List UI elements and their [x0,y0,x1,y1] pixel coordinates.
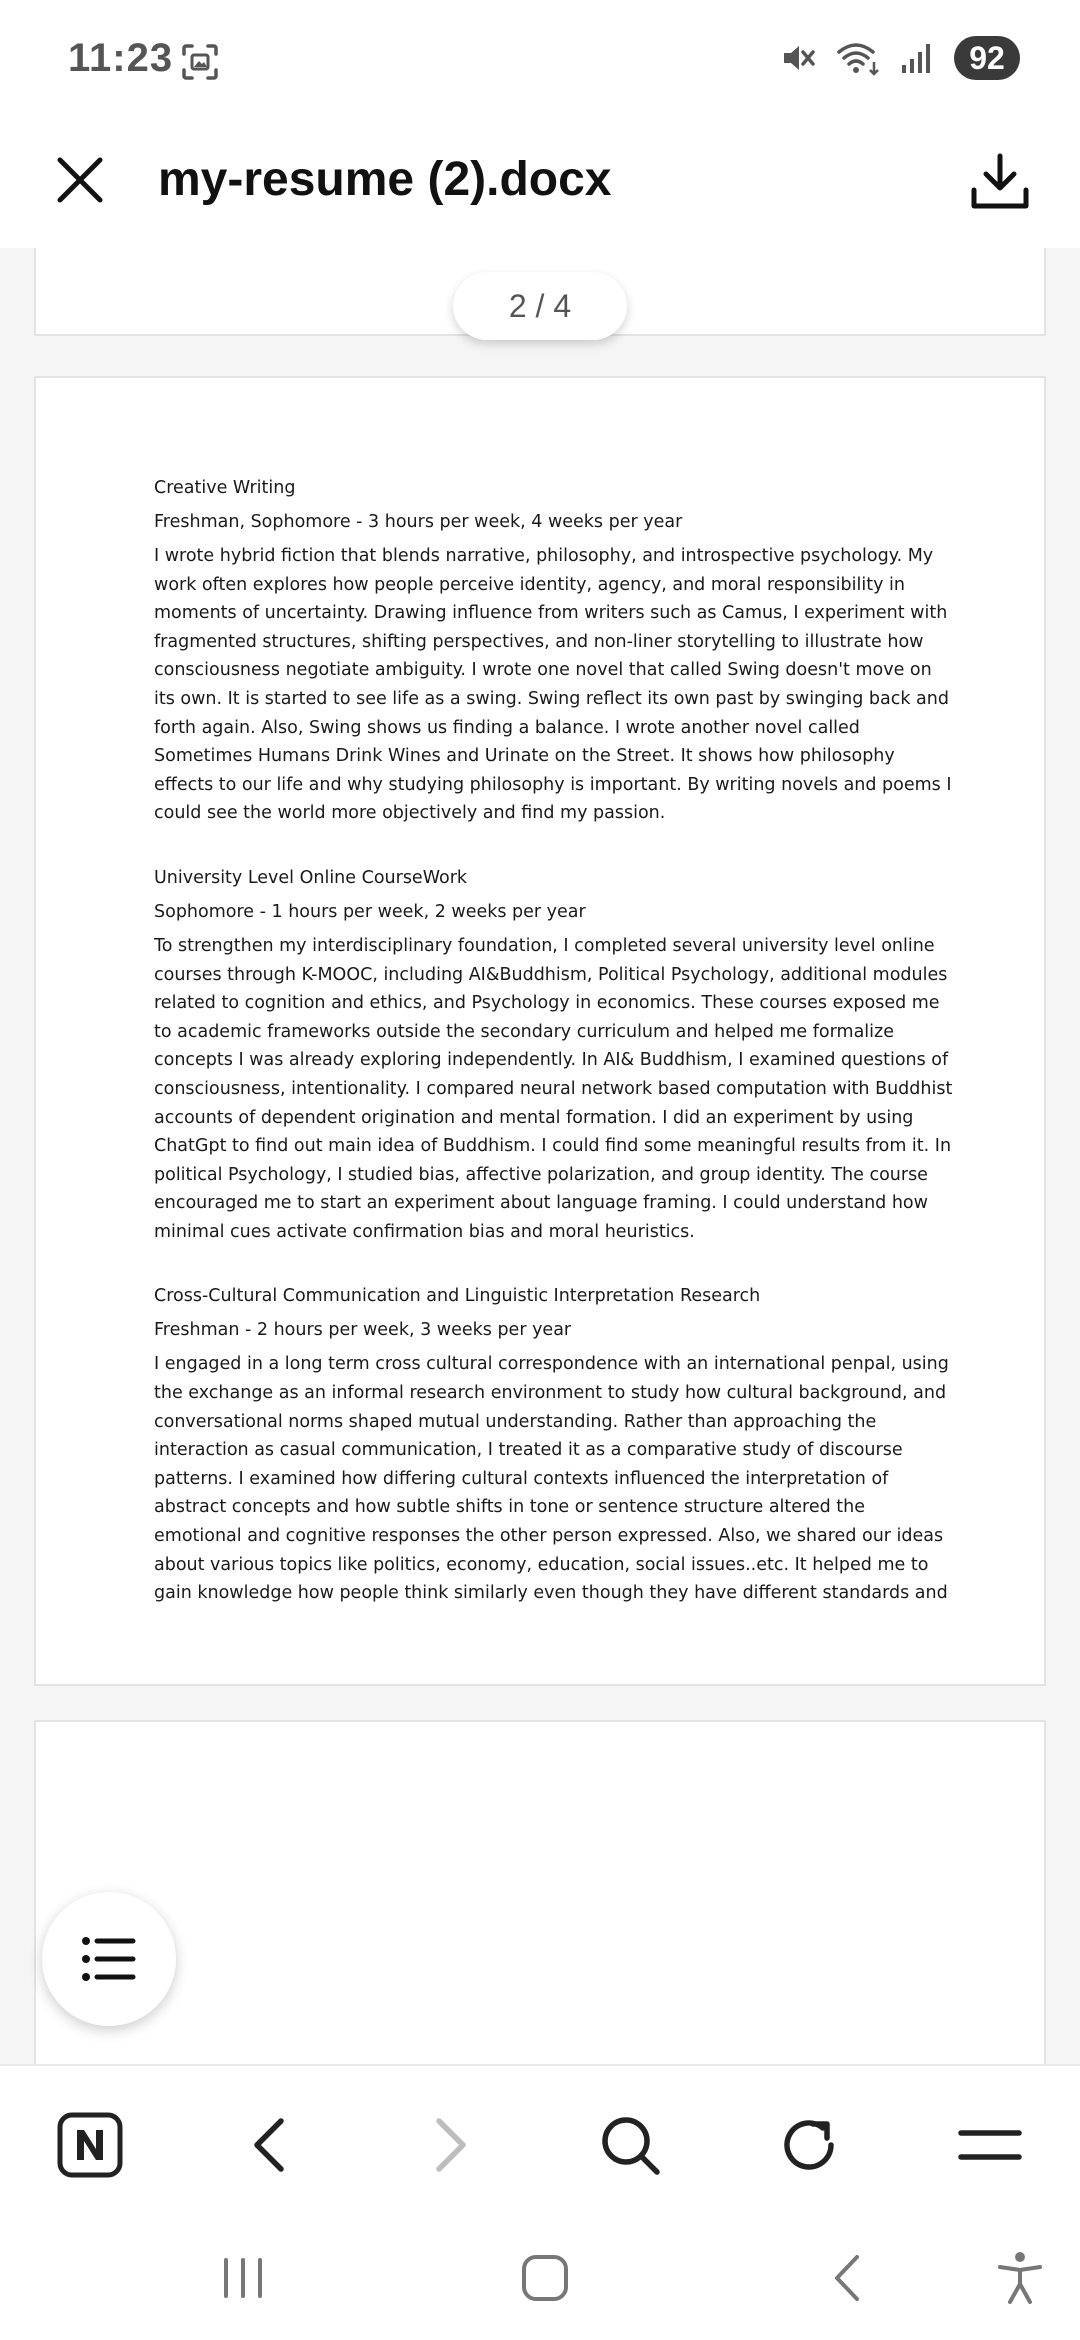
forward-icon [425,2115,475,2175]
section-meta: Freshman, Sophomore - 3 hours per week, 4 weeks per year [154,512,683,532]
section-body: To strengthen my interdisciplinary foundation, I completed several university level online courses through K-MOOC, including AI&Buddhism, Political Psychology, additional modules related to cognition and ethics, and Psychology in economics. These courses exposed me to academic frameworks outside the secondary curriculum and helped me formalize concepts I was already exploring independently. In AI& Buddhism, I examined questions of consciousness, intentionality. I compared neural network based computation with Buddhist accounts of dependent origination and mental formation. I did an experiment by using ChatGpt to find out main idea of Buddhism. I could find some meaningful results from it. In political Psychology, I studied bias, affective polarization, and group identity. The course encouraged me to start an experiment about language framing. I could understand how minimal cues activate confirmation bias and moral heuristics. [154,935,953,1242]
section-body: I wrote hybrid fiction that blends narrative, philosophy, and introspective psychology. My work often explores how people perceive identity, agency, and moral responsibility in moments of uncertainty. Drawing influence from writers such as Camus, I experiment with fragmented structures, shifting perspectives, and non-liner storytelling to illustrate how consciousness negotiate ambiguity. I wrote one novel that called Swing doesn't move on its own. It is started to see life as a swing. Swing reflect its own past by swinging back and forth again. Also, Swing shows us finding a balance. I wrote another novel called Sometimes Humans Drink Wines and Urinate on the Street. It shows how philosophy effects to our life and why studying philosophy is important. By writing novels and poems I could see the world more objectively and find my passion. [154,546,952,824]
refresh-button[interactable] [765,2100,855,2190]
download-button[interactable] [956,138,1044,226]
forward-button[interactable] [405,2100,495,2190]
document-page [34,376,1046,1686]
app-header [0,120,1080,248]
refresh-icon [779,2114,841,2176]
home-button[interactable] [500,2238,590,2318]
section-cross-cultural [154,1282,954,1607]
close-icon [56,156,104,204]
close-button[interactable] [40,140,120,220]
search-icon [599,2114,661,2176]
back-button[interactable] [225,2100,315,2190]
recents-button[interactable] [198,2238,288,2318]
outline-list-button[interactable] [42,1892,176,2026]
accessibility-button[interactable] [975,2238,1065,2318]
browser-toolbar [0,2064,1080,2210]
naver-home-icon [57,2112,123,2178]
back-nav-icon [827,2253,867,2303]
battery-indicator: 92 [954,36,1020,80]
section-meta: Freshman - 2 hours per week, 3 weeks per year [154,1320,572,1341]
screenshot-icon [180,42,220,82]
mute-icon [780,40,816,76]
download-icon [970,152,1030,212]
section-meta: Sophomore - 1 hours per week, 2 weeks per year [154,901,586,922]
status-time: 11:23 [68,36,174,80]
back-icon [245,2115,295,2175]
document-page-next [34,1720,1046,2064]
recents-icon [218,2256,268,2300]
menu-button[interactable] [945,2100,1035,2190]
system-nav-bar [0,2210,1080,2340]
status-bar [0,0,1080,120]
section-online-coursework [154,864,954,1247]
section-title: University Level Online CourseWork [154,867,468,888]
document-title: my-resume (2).docx [158,153,612,206]
section-body: I engaged in a long term cross cultural correspondence with an international penpal, using the exchange as an informal research environment to study how cultural background, and conversational norms shaped mutual understanding. Rather than approaching the interaction as casual communication, I treated it as a comparative study of discourse patterns. I examined how differing cultural contexts influenced the interpretation of abstract concepts and how subtle shifts in tone or sentence structure altered the emotional and cognitive responses the other person expressed. Also, we shared our ideas about various topics like politics, economy, education, social issues..etc. It helped me to gain knowledge how people think similarly even though they have different standards and [154,1354,949,1604]
section-creative-writing [154,474,954,828]
home-icon [520,2253,570,2303]
outline-list-icon [81,1935,137,1983]
accessibility-icon [996,2250,1044,2306]
document-content [154,474,954,1644]
search-button[interactable] [585,2100,675,2190]
section-title: Cross-Cultural Communication and Linguistic Interpretation Research [154,1286,761,1307]
wifi-icon [836,40,880,76]
document-viewer[interactable] [0,248,1080,2064]
status-icons [780,36,1020,80]
menu-icon [957,2125,1023,2165]
signal-icon [900,41,934,75]
section-title: Creative Writing [154,478,296,498]
page-indicator: 2 / 4 [453,272,627,340]
naver-home-button[interactable] [45,2100,135,2190]
back-nav-button[interactable] [802,2238,892,2318]
